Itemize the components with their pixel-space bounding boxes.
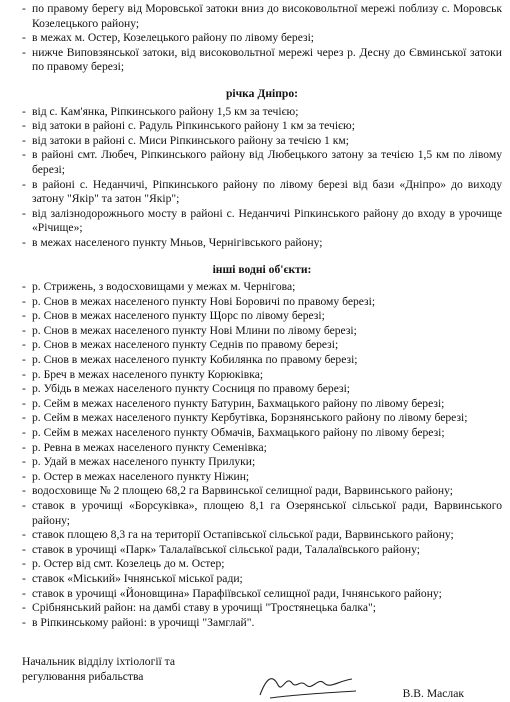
list-item <box>22 295 502 310</box>
list-item-text: р. Снов в межах населеного пункту Нові Млини по лівому березі; <box>32 323 357 337</box>
list-item <box>22 178 502 207</box>
list-bullet: - <box>22 426 26 440</box>
list-item-text: в межах м. Остер, Козелецького району по лівому березі; <box>32 31 315 45</box>
list-item-text: по правому берегу від Моровської затоки вниз до високовольтної мережі поблизу с. Моровськ Козелецького району; <box>32 2 502 30</box>
list-item-text: р. Остер в межах населеного пункту Ніжин; <box>32 469 250 483</box>
list-item-text: водосховище № 2 площею 68,2 га Варвинської селищної ради, Варвинського району; <box>32 484 453 498</box>
list-item-text: р. Удай в межах населеного пункту Прилуки; <box>32 455 256 469</box>
list-bullet: - <box>22 31 26 45</box>
list-bullet: - <box>22 280 26 294</box>
list-item-text: ставок «Міський» Ічнянської міської ради; <box>32 571 243 585</box>
list-bullet: - <box>22 177 26 191</box>
list-item <box>22 119 502 134</box>
list-item-text: р. Сейм в межах населеного пункту Батурин, Бахмацького району по лівому березі; <box>32 396 445 410</box>
list-item-text: р. Ревна в межах населеного пункту Семенівка; <box>32 440 267 454</box>
list-item-text: ставок в урочищі «Парк» Талалаївської сільської ради, Талалаївського району; <box>32 542 420 556</box>
list-item <box>22 499 502 528</box>
signature-block <box>22 655 500 700</box>
list-bullet: - <box>22 309 26 323</box>
list-item <box>22 338 502 353</box>
list-item-text: в районі с. Неданчичі, Ріпкинського району по лівому березі від бази «Дніпро» до виходу затону "Якір" та затон "Якір"; <box>32 177 502 206</box>
list-item <box>22 324 502 339</box>
list-bullet: - <box>22 2 26 15</box>
list-item <box>22 557 502 572</box>
list-item-text: р. Снов в межах населеного пункту Щорс по лівому березі; <box>32 309 325 323</box>
list-bullet: - <box>22 557 26 571</box>
list-bullet: - <box>22 440 26 454</box>
list-item <box>22 397 502 412</box>
list-bullet: - <box>22 396 26 410</box>
list-bullet: - <box>22 148 26 162</box>
list-bullet: - <box>22 133 26 147</box>
list-bullet: - <box>22 119 26 133</box>
list-bullet: - <box>22 338 26 352</box>
list-bullet: - <box>22 542 26 556</box>
list-item <box>22 46 502 75</box>
list-item <box>22 616 502 631</box>
list-bullet: - <box>22 469 26 483</box>
list-bullet: - <box>22 484 26 498</box>
list-item-text: р. Снов в межах населеного пункту Кобилянка по правому березі; <box>32 353 358 367</box>
section-list <box>22 105 502 251</box>
list-item-text: р. Остер від смт. Козелець до м. Остер; <box>32 557 225 571</box>
list-bullet: - <box>22 294 26 308</box>
signature-position-line-1: Начальник відділу іхтіології та <box>22 655 176 668</box>
signature-position-line-2: регулювання рибальства <box>22 669 144 683</box>
list-item <box>22 572 502 587</box>
list-bullet: - <box>22 382 26 396</box>
list-item <box>22 441 502 456</box>
list-item <box>22 587 502 602</box>
list-item <box>22 105 502 120</box>
section-heading: річка Дніпро: <box>225 86 299 100</box>
list-item <box>22 543 502 558</box>
list-bullet: - <box>22 104 26 118</box>
list-item-text: від с. Кам'янка, Ріпкинського району 1,5 км за течією; <box>32 104 299 118</box>
list-bullet: - <box>22 353 26 367</box>
list-item <box>22 280 502 295</box>
list-bullet: - <box>22 528 26 542</box>
list-bullet: - <box>22 367 26 381</box>
list-item-text: в районі смт. Любеч, Ріпкинського району від Любецького затону за течією 1,5 км по лівому березі; <box>32 148 502 176</box>
list-item <box>22 309 502 324</box>
list-item-text: ставок в урочищі «Борсуківка», площею 8,1 га Озерянської сільської ради, Варвинського району; <box>32 499 502 527</box>
list-item-text: в межах населеного пункту Мньов, Чернігівського району; <box>32 235 323 249</box>
list-item <box>22 470 502 485</box>
list-item <box>22 426 502 441</box>
list-item <box>22 353 502 368</box>
list-bullet: - <box>22 323 26 337</box>
list-item <box>22 382 502 397</box>
list-item-text: р. Снов в межах населеного пункту Нові Боровичі по правому березі; <box>32 294 376 308</box>
list-bullet: - <box>22 499 26 512</box>
list-bullet: - <box>22 235 26 249</box>
list-item-text: ставок в урочищі «Йоновщина» Парафіївської селищної ради, Ічнянського району; <box>32 586 442 600</box>
list-bullet: - <box>22 411 26 425</box>
list-item-text: р. Снов в межах населеного пункту Седнів по правому березі; <box>32 338 339 352</box>
list-item-text: р. Сейм в межах населеного пункту Кербутівка, Борзнянського району по лівому березі; <box>32 411 468 425</box>
list-item-text: від затоки в районі с. Радуль Ріпкинського району 1 км за течією; <box>32 119 355 133</box>
list-item-text: від залізнодорожнього мосту в районі с. Неданчичі Ріпкинського району до входу в урочище «Річище»; <box>32 206 502 235</box>
list-item <box>22 455 502 470</box>
list-bullet: - <box>22 206 26 220</box>
list-item <box>22 236 502 251</box>
section-list <box>22 2 502 75</box>
list-item-text: в Ріпкинському районі: в урочищі "Замглай". <box>32 615 255 629</box>
list-item-text: ставок площею 8,3 га на території Остапівської сільської ради, Варвинського району; <box>32 528 454 542</box>
signatory-name: В.В. Маслак <box>402 687 464 700</box>
list-item <box>22 484 502 499</box>
list-item-text: р. Стрижень, з водосховищами у межах м. Чернігова; <box>32 280 296 294</box>
list-item-text: нижче Виповзянської затоки, від високовольтної мережі через р. Десну до Євминської затоки по правому березі; <box>32 45 502 74</box>
list-bullet: - <box>22 615 26 629</box>
list-item <box>22 528 502 543</box>
list-item-text: р. Убідь в межах населеного пункту Сосниця по правому березі; <box>32 382 351 396</box>
list-item-text: р. Сейм в межах населеного пункту Обмачів, Бахмацького району по лівому березі; <box>32 426 445 440</box>
list-item <box>22 368 502 383</box>
list-item-text: Срібнянський район: на дамбі ставу в урочищі "Тростянецька балка"; <box>32 601 376 615</box>
list-item <box>22 601 502 616</box>
section-heading: інші водні об'єкти: <box>212 262 312 276</box>
list-item <box>22 207 502 236</box>
list-item-text: від затоки в районі с. Миси Ріпкинського району за течією 1 км; <box>32 133 349 147</box>
list-bullet: - <box>22 586 26 600</box>
document-body <box>22 0 502 630</box>
list-item <box>22 411 502 426</box>
handwritten-signature <box>252 665 362 701</box>
list-item <box>22 148 502 177</box>
list-item <box>22 134 502 149</box>
list-bullet: - <box>22 601 26 615</box>
list-bullet: - <box>22 455 26 469</box>
list-bullet: - <box>22 571 26 585</box>
section-list <box>22 280 502 630</box>
list-item <box>22 2 502 31</box>
list-bullet: - <box>22 45 26 59</box>
list-item-text: р. Бреч в межах населеного пункту Корюківка; <box>32 367 264 381</box>
list-item <box>22 31 502 46</box>
